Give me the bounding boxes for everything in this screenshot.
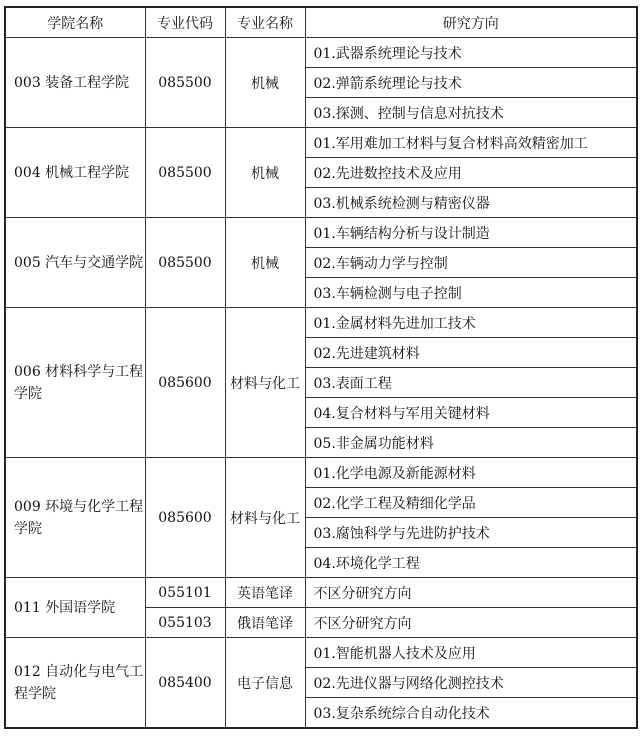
table-row <box>5 38 637 68</box>
direction-cell: 01.化学电源及新能源材料 <box>305 458 637 488</box>
college-cell: 003 装备工程学院 <box>5 38 145 128</box>
major-cell: 英语笔译 <box>225 578 305 608</box>
code-cell: 085600 <box>145 308 225 458</box>
table-row <box>5 128 637 158</box>
code-cell: 085500 <box>145 38 225 128</box>
direction-cell: 01.车辆结构分析与设计制造 <box>305 218 637 248</box>
direction-cell: 02.先进数控技术及应用 <box>305 158 637 188</box>
table-row <box>5 218 637 248</box>
direction-cell: 01.军用难加工材料与复合材料高效精密加工 <box>305 128 637 158</box>
table-row <box>5 578 637 608</box>
college-cell: 011 外国语学院 <box>5 578 145 638</box>
direction-cell: 03.表面工程 <box>305 368 637 398</box>
code-cell: 085500 <box>145 218 225 308</box>
header-row <box>5 7 637 38</box>
header-direction: 研究方向 <box>305 7 637 38</box>
direction-cell: 04.环境化学工程 <box>305 548 637 578</box>
direction-cell: 02.先进仪器与网络化测控技术 <box>305 668 637 698</box>
code-cell: 085400 <box>145 638 225 729</box>
major-cell: 机械 <box>225 128 305 218</box>
major-cell: 材料与化工 <box>225 308 305 458</box>
direction-cell: 01.武器系统理论与技术 <box>305 38 637 68</box>
major-cell: 机械 <box>225 38 305 128</box>
header-college: 学院名称 <box>5 7 145 38</box>
direction-cell: 02.车辆动力学与控制 <box>305 248 637 278</box>
college-cell: 004 机械工程学院 <box>5 128 145 218</box>
college-cell: 012 自动化与电气工程学院 <box>5 638 145 729</box>
header-major: 专业名称 <box>225 7 305 38</box>
table-container <box>4 6 638 729</box>
direction-cell: 03.机械系统检测与精密仪器 <box>305 188 637 218</box>
major-cell: 材料与化工 <box>225 458 305 578</box>
code-cell: 085500 <box>145 128 225 218</box>
college-cell: 006 材料科学与工程学院 <box>5 308 145 458</box>
direction-cell: 不区分研究方向 <box>305 608 637 638</box>
major-cell: 电子信息 <box>225 638 305 729</box>
direction-cell: 01.智能机器人技术及应用 <box>305 638 637 668</box>
direction-cell: 03.复杂系统综合自动化技术 <box>305 698 637 729</box>
direction-cell: 05.非金属功能材料 <box>305 428 637 458</box>
code-cell: 055103 <box>145 608 225 638</box>
code-cell: 085600 <box>145 458 225 578</box>
direction-cell: 03.探测、控制与信息对抗技术 <box>305 98 637 128</box>
direction-cell: 01.金属材料先进加工技术 <box>305 308 637 338</box>
direction-cell: 03.车辆检测与电子控制 <box>305 278 637 308</box>
program-table <box>4 6 638 729</box>
direction-cell: 02.弹箭系统理论与技术 <box>305 68 637 98</box>
direction-cell: 04.复合材料与军用关键材料 <box>305 398 637 428</box>
direction-cell: 02.先进建筑材料 <box>305 338 637 368</box>
table-row <box>5 638 637 668</box>
major-cell: 机械 <box>225 218 305 308</box>
table-row <box>5 458 637 488</box>
direction-cell: 03.腐蚀科学与先进防护技术 <box>305 518 637 548</box>
college-cell: 005 汽车与交通学院 <box>5 218 145 308</box>
direction-cell: 不区分研究方向 <box>305 578 637 608</box>
direction-cell: 02.化学工程及精细化学品 <box>305 488 637 518</box>
major-cell: 俄语笔译 <box>225 608 305 638</box>
table-row <box>5 308 637 338</box>
header-code: 专业代码 <box>145 7 225 38</box>
college-cell: 009 环境与化学工程学院 <box>5 458 145 578</box>
code-cell: 055101 <box>145 578 225 608</box>
